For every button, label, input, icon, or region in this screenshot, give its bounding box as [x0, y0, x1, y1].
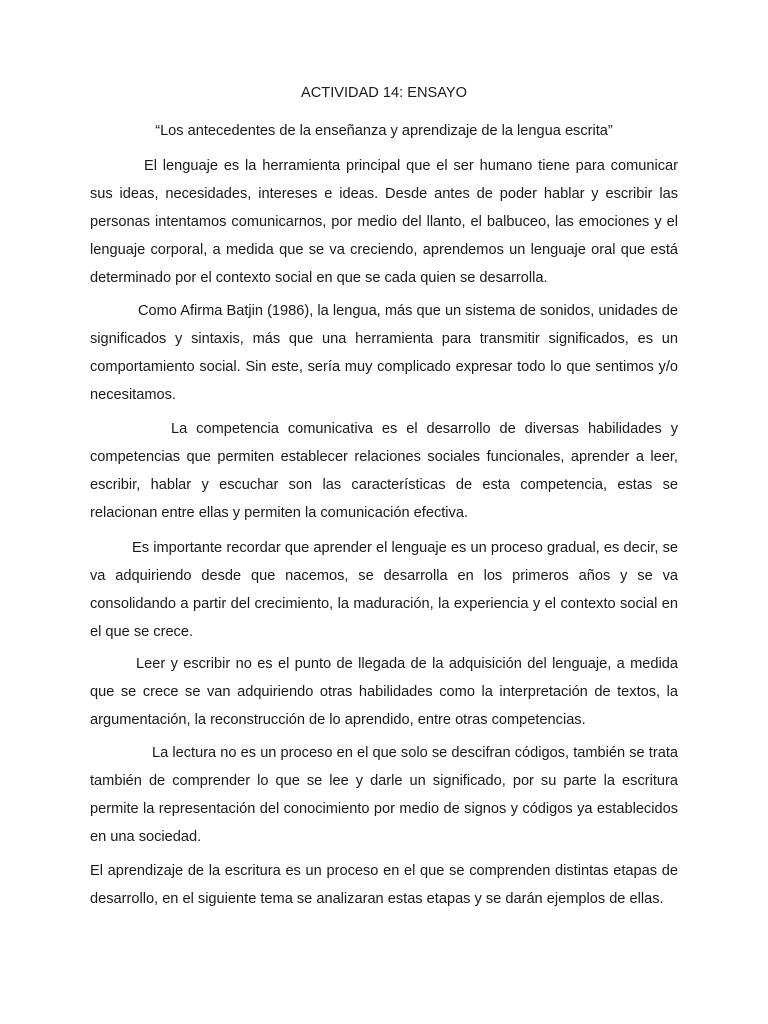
document-title: ACTIVIDAD 14: ENSAYO: [301, 85, 467, 101]
paragraph-7: El aprendizaje de la escritura es un proceso en el que se comprenden distintas etapas de desarrollo, en el siguiente tema se analizaran estas etapas y se darán ejemplos de ellas.: [90, 863, 678, 907]
paragraph-5: Leer y escribir no es el punto de llegada de la adquisición del lenguaje, a medida que se crece se van adquiriendo otras habilidades como la interpretación de textos, la argumentación, la reconstrucción de lo aprendido, entre otras competencias.: [90, 656, 678, 728]
paragraph-1: El lenguaje es la herramienta principal que el ser humano tiene para comunicar sus ideas, necesidades, intereses e ideas. Desde antes de poder hablar y escribir las personas intentamos comunicarnos, por medio del llanto, el balbuceo, las emociones y el lenguaje corporal, a medida que se va creciendo, aprendemos un lenguaje oral que está determinado por el contexto social en que se cada quien se desarrolla.: [90, 158, 678, 286]
paragraph-2: Como Afirma Batjin (1986), la lengua, más que un sistema de sonidos, unidades de significados y sintaxis, más que una herramienta para transmitir significados, es un comportamiento social. Sin este, sería muy complicado expresar todo lo que sentimos y/o necesitamos.: [90, 303, 678, 403]
paragraph-6: La lectura no es un proceso en el que solo se descifran códigos, también se trata también de comprender lo que se lee y darle un significado, por su parte la escritura permite la representación del conocimiento por medio de signos y códigos ya establecidos en una sociedad.: [90, 745, 678, 845]
paragraph-3: La competencia comunicativa es el desarrollo de diversas habilidades y competencias que permiten establecer relaciones sociales funcionales, aprender a leer, escribir, hablar y escuchar son las características de esta competencia, estas se relacionan entre ellas y permiten la comunicación efectiva.: [90, 421, 678, 521]
document-subtitle: “Los antecedentes de la enseñanza y aprendizaje de la lengua escrita”: [155, 123, 613, 139]
paragraph-4: Es importante recordar que aprender el lenguaje es un proceso gradual, es decir, se va adquiriendo desde que nacemos, se desarrolla en los primeros años y se va consolidando a partir del crecimiento, la maduración, la experiencia y el contexto social en el que se crece.: [90, 540, 678, 640]
